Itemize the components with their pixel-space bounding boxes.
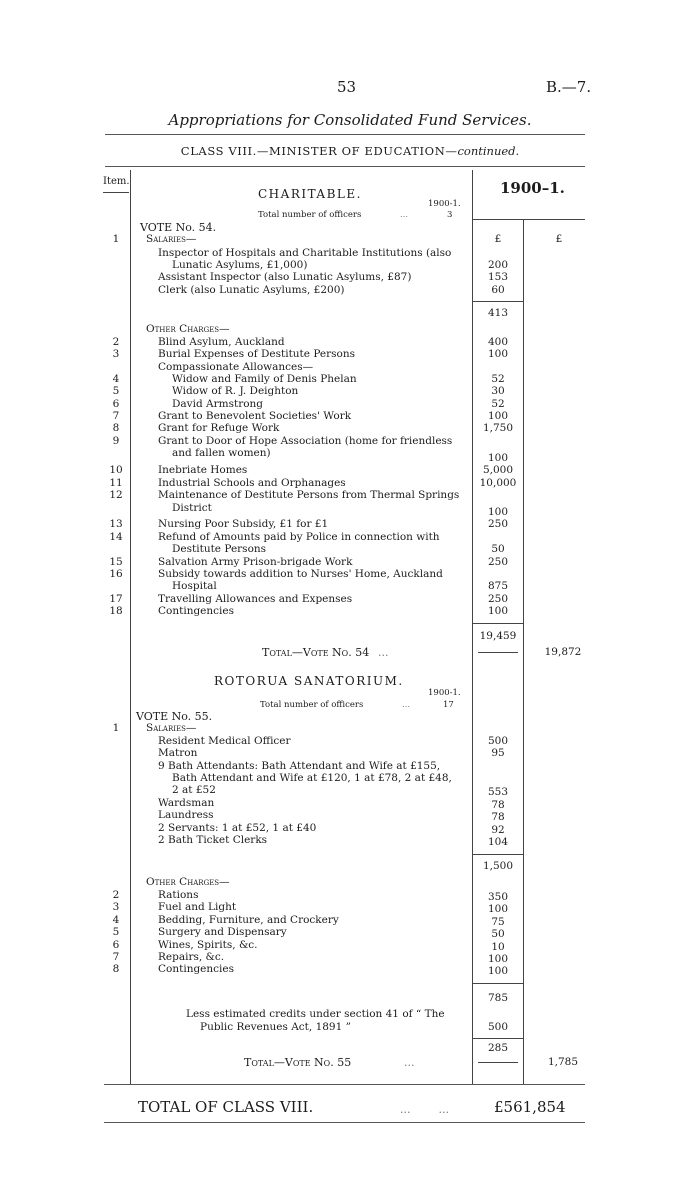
grand-total-label: TOTAL OF CLASS VIII. (138, 1098, 314, 1116)
rotorua-officers-year: 1900-1. (428, 688, 461, 698)
line-item: 9 Bath Attendants: Bath Attendant and Wife at £155, (158, 760, 441, 772)
pound-sign: £ (555, 233, 563, 245)
amount: 250 (487, 593, 509, 605)
charitable-other-label: Other Charges— (146, 323, 230, 335)
page-number: 53 (337, 78, 357, 96)
line-item: Salvation Army Prison-brigade Work (158, 556, 353, 568)
amount: 52 (491, 398, 505, 410)
item-number: 18 (109, 605, 123, 617)
charitable-officers-year: 1900-1. (428, 199, 461, 209)
amount-column-divider (523, 220, 524, 1085)
item-number: 4 (112, 373, 120, 385)
amount: 500 (487, 735, 509, 747)
line-item: Matron (158, 747, 198, 759)
line-item: Destitute Persons (172, 543, 267, 555)
rotorua-officers-label: Total number of officers (260, 700, 364, 710)
item-number: 3 (112, 348, 120, 360)
item-header-rule (103, 192, 129, 193)
charitable-total-label: Total—Vote No. 54 (262, 646, 370, 659)
line-item: Travelling Allowances and Expenses (158, 593, 353, 605)
line-item: Repairs, &c. (158, 951, 225, 963)
net-amount: 285 (487, 1042, 509, 1054)
amount: 10,000 (479, 477, 517, 489)
charitable-officers-count: 3 (447, 210, 453, 220)
charitable-salaries-label: Salaries— (146, 233, 197, 245)
amount: 30 (491, 385, 505, 397)
credits-text: Less estimated credits under section 41 of “ The (186, 1008, 445, 1020)
line-item: Assistant Inspector (also Lunatic Asylums, £87) (158, 271, 412, 283)
item-number: 8 (112, 963, 120, 975)
line-item: Laundress (158, 809, 214, 821)
line-item: Grant for Refuge Work (158, 422, 280, 434)
class-title: CLASS VIII.—MINISTER OF EDUCATION—continued. (180, 144, 520, 158)
amount: 875 (487, 580, 509, 592)
line-item: Industrial Schools and Orphanages (158, 477, 346, 489)
item-number: 1 (112, 233, 120, 245)
line-item: 2 at £52 (172, 784, 216, 796)
page-heading: Appropriations for Consolidated Fund Services. (168, 111, 532, 129)
amount: 78 (491, 799, 505, 811)
vote-total: 19,872 (544, 646, 582, 658)
amount: 52 (491, 373, 505, 385)
amount: 553 (487, 786, 509, 798)
amount: 5,000 (482, 464, 514, 476)
charitable-title: CHARITABLE. (258, 187, 362, 201)
amount: 350 (487, 891, 509, 903)
line-item: Nursing Poor Subsidy, £1 for £1 (158, 518, 329, 530)
line-item: Grant to Door of Hope Association (home for friendless (158, 435, 453, 447)
sheet-code: B.—7. (546, 78, 592, 96)
line-item: Wines, Spirits, &c. (158, 939, 258, 951)
line-item: Clerk (also Lunatic Asylums, £200) (158, 284, 345, 296)
charitable-officers-label: Total number of officers (258, 210, 362, 220)
rotorua-title: ROTORUA SANATORIUM. (214, 674, 404, 688)
line-item: Widow and Family of Denis Phelan (172, 373, 357, 385)
item-number: 14 (109, 531, 123, 543)
amount: 100 (487, 605, 509, 617)
item-number: 7 (112, 410, 120, 422)
line-item: Refund of Amounts paid by Police in connection with (158, 531, 440, 543)
amount: 100 (487, 953, 509, 965)
item-number: 2 (112, 889, 120, 901)
amount: 104 (487, 836, 509, 848)
amount: 400 (487, 336, 509, 348)
line-item: Wardsman (158, 797, 215, 809)
heading-rule (105, 134, 585, 135)
line-item: Subsidy towards addition to Nurses' Home, Auckland (158, 568, 443, 580)
vote-total: 1,785 (547, 1056, 579, 1068)
item-number: 11 (109, 477, 123, 489)
line-item: Bedding, Furniture, and Crockery (158, 914, 339, 926)
line-item: Widow of R. J. Deighton (172, 385, 299, 397)
amount: 153 (487, 271, 509, 283)
credits-text: Public Revenues Act, 1891 ” (200, 1021, 351, 1033)
line-item: Burial Expenses of Destitute Persons (158, 348, 356, 360)
item-column-header: Item. (103, 176, 130, 187)
line-item: Bath Attendant and Wife at £120, 1 at £78, 2 at £48, (172, 772, 452, 784)
line-item: District (172, 502, 212, 514)
item-number: 12 (109, 489, 123, 501)
amount: 250 (487, 518, 509, 530)
rotorua-other-label: Other Charges— (146, 876, 230, 888)
item-number: 5 (112, 926, 120, 938)
amount: 95 (491, 747, 505, 759)
subtotal: 19,459 (479, 630, 517, 642)
amount: 50 (491, 928, 505, 940)
line-item: Rations (158, 889, 199, 901)
line-item: 2 Servants: 1 at £52, 1 at £40 (158, 822, 317, 834)
item-number: 4 (112, 914, 120, 926)
item-number: 15 (109, 556, 123, 568)
subtotal: 1,500 (482, 860, 514, 872)
line-item: Compassionate Allowances— (158, 361, 314, 373)
item-number: 3 (112, 901, 120, 913)
class-title-rule (105, 166, 585, 167)
amount: 250 (487, 556, 509, 568)
line-item: David Armstrong (172, 398, 264, 410)
item-number: 9 (112, 435, 120, 447)
year-header-rule (473, 219, 585, 220)
rotorua-total-label: Total—Vote No. 55 (244, 1056, 352, 1069)
line-item: 2 Bath Ticket Clerks (158, 834, 268, 846)
charitable-vote: VOTE No. 54. (140, 221, 217, 234)
amount: 100 (487, 965, 509, 977)
amount: 100 (487, 903, 509, 915)
line-item: Maintenance of Destitute Persons from Thermal Springs (158, 489, 460, 501)
amount: 78 (491, 811, 505, 823)
pound-sign: £ (494, 233, 502, 245)
amount: 200 (487, 259, 509, 271)
subtotal: 413 (487, 307, 509, 319)
item-number: 6 (112, 398, 120, 410)
item-number: 8 (112, 422, 120, 434)
item-number: 5 (112, 385, 120, 397)
amount: 75 (491, 916, 505, 928)
line-item: Fuel and Light (158, 901, 237, 913)
item-number: 16 (109, 568, 123, 580)
line-item: and fallen women) (172, 447, 271, 459)
credits-amount: 500 (487, 1021, 509, 1033)
year-column-header: 1900–1. (500, 179, 565, 197)
amount: 100 (487, 506, 509, 518)
line-item: Inebriate Homes (158, 464, 248, 476)
line-item: Blind Asylum, Auckland (158, 336, 285, 348)
line-item: Surgery and Dispensary (158, 926, 287, 938)
line-item: Contingencies (158, 963, 234, 975)
item-number: 7 (112, 951, 120, 963)
subtotal: 785 (487, 992, 509, 1004)
amount: 92 (491, 824, 505, 836)
grand-total-value: £561,854 (494, 1098, 566, 1116)
amount: 50 (491, 543, 505, 555)
desc-column-divider (472, 170, 473, 1085)
rotorua-officers-count: 17 (443, 700, 454, 710)
amount: 60 (491, 284, 505, 296)
item-number: 1 (112, 722, 120, 734)
rotorua-vote: VOTE No. 55. (136, 710, 213, 723)
line-item: Grant to Benevolent Societies' Work (158, 410, 352, 422)
item-number: 6 (112, 939, 120, 951)
line-item: Contingencies (158, 605, 234, 617)
amount: 100 (487, 410, 509, 422)
line-item: Hospital (172, 580, 217, 592)
amount: 100 (487, 348, 509, 360)
line-item: Inspector of Hospitals and Charitable Institutions (also (158, 247, 452, 259)
amount: 1,750 (482, 422, 514, 434)
amount: 100 (487, 452, 509, 464)
item-number: 17 (109, 593, 123, 605)
item-number: 13 (109, 518, 123, 530)
item-number: 2 (112, 336, 120, 348)
line-item: Resident Medical Officer (158, 735, 291, 747)
item-number: 10 (109, 464, 123, 476)
line-item: Lunatic Asylums, £1,000) (172, 259, 308, 271)
rotorua-salaries-label: Salaries— (146, 722, 197, 734)
item-column-divider (130, 170, 131, 1085)
amount: 10 (491, 941, 505, 953)
